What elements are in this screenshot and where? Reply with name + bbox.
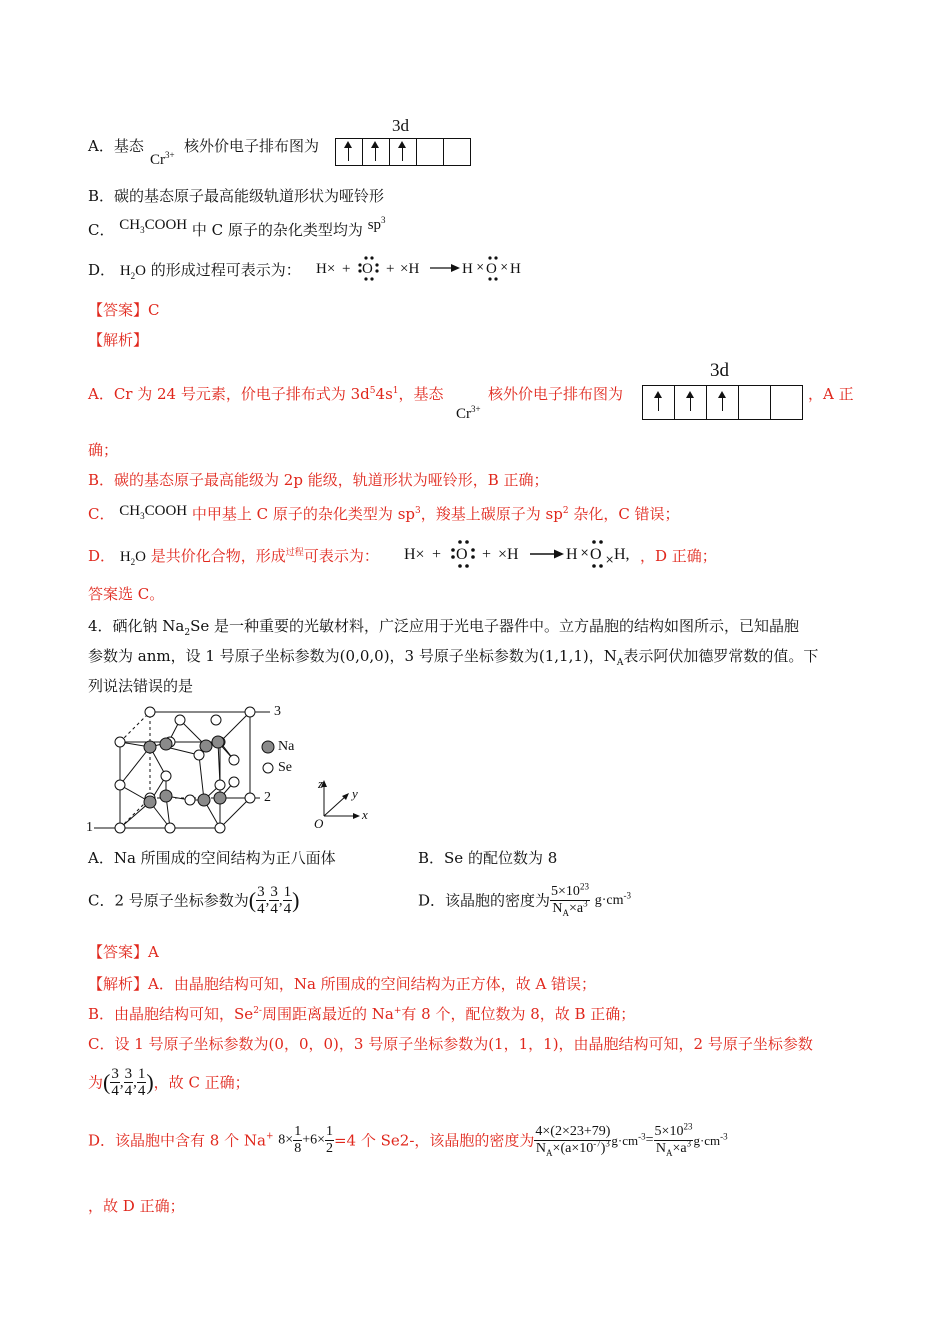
analysis3-c <box>88 504 680 525</box>
fraction <box>283 884 293 917</box>
legend-se-label: Se <box>278 760 292 775</box>
fraction <box>269 884 279 917</box>
denominator: 4 <box>270 901 278 917</box>
analysis3-d-tail: ，D 正确； <box>640 547 717 565</box>
orbital-box <box>771 386 802 419</box>
analysis-text: ，羧基上碳原子为 sp <box>420 505 563 523</box>
num-text: 5×10 <box>551 884 580 899</box>
small-text: 过程 <box>285 548 304 558</box>
svg-text:O: O <box>486 261 497 277</box>
h2o-formula <box>120 549 146 565</box>
up-arrow-icon <box>658 393 659 411</box>
q4-option-c <box>88 884 299 924</box>
atom-label-3: 3 <box>274 704 281 719</box>
subscript: A <box>562 907 569 918</box>
fraction <box>293 1124 302 1157</box>
up-arrow-icon <box>348 143 349 161</box>
analysis3-conclusion: 答案选 C。 <box>88 585 165 603</box>
analysis-text: ，基态 <box>398 385 444 403</box>
cr-ion-formula <box>150 150 175 170</box>
analysis3-a-mid: 核外价电子排布图为 <box>488 385 624 403</box>
density-fraction <box>654 1121 694 1158</box>
superscript: -3 <box>638 1131 646 1142</box>
superscript: -7 <box>593 1138 601 1149</box>
analysis-text: ，故 C 正确； <box>153 1073 250 1092</box>
formula-part: O <box>135 549 146 565</box>
ch3cooh-formula <box>119 217 187 233</box>
formula-part: COOH <box>144 503 188 519</box>
analysis-label: 【解析】 <box>88 975 149 993</box>
option-a-suffix: 核外价电子排布图为 <box>184 137 320 155</box>
svg-text:O: O <box>362 261 373 277</box>
formula-subscript: 2 <box>130 271 136 281</box>
stem-text: 4．硒化钠 Na <box>88 617 185 635</box>
orbital-label: 3d <box>392 116 409 135</box>
stem-text: 参数为 anm，设 1 号原子坐标参数为(0,0,0)，3 号原子坐标参数为(1,1,1)，N <box>88 647 617 665</box>
den-text: N <box>655 1141 666 1156</box>
density-fraction <box>550 881 590 918</box>
fraction <box>325 1124 334 1157</box>
orbital-diagram <box>335 138 471 166</box>
denominator: 8 <box>294 1141 302 1156</box>
up-arrow-icon <box>402 143 403 161</box>
numerator: 1 <box>294 1124 302 1139</box>
paren-close: ) <box>292 887 300 913</box>
formula-part: H <box>119 263 131 279</box>
analysis-text: 为 <box>88 1073 104 1092</box>
den-text: ×a <box>672 1141 687 1156</box>
sp-superscript: 3 <box>381 215 386 225</box>
q4-answer: 【答案】A <box>88 943 159 961</box>
h2o-formation-equation <box>314 252 534 284</box>
ch3cooh-formula <box>119 503 187 519</box>
q3-option-a <box>88 136 144 156</box>
svg-text:O: O <box>590 546 602 563</box>
analysis-text: 是共价化合物，形成 <box>150 547 286 565</box>
paren-open: ( <box>248 887 257 913</box>
analysis-text: D． <box>88 547 116 565</box>
formula-part: CH <box>119 503 141 519</box>
fraction <box>256 884 266 917</box>
option-c-prefix: C． <box>88 221 115 239</box>
q4-stem-line1 <box>88 616 799 636</box>
svg-text:+: + <box>482 546 492 563</box>
q3-option-a-suffix <box>184 136 319 156</box>
analysis4-b <box>88 1004 635 1024</box>
svg-text:+: + <box>386 261 395 277</box>
unit-text: g·cm <box>611 1132 639 1148</box>
svg-text:H: H <box>566 546 578 563</box>
num-text: 5×10 <box>654 1124 684 1139</box>
h2o-formula <box>120 263 146 279</box>
orbital-box <box>417 139 444 165</box>
analysis-text: 杂化，C 错误； <box>568 505 680 523</box>
q3-analysis-label: 【解析】 <box>88 331 149 349</box>
analysis-text: 周围距离最近的 Na <box>261 1005 394 1023</box>
ion-charge: 3+ <box>165 150 175 160</box>
exponent: 23 <box>579 881 589 892</box>
analysis4-c: C．设 1 号原子坐标参数为(0，0，0)，3 号原子坐标参数为(1，1，1)，由晶胞结构可知，2 号原子坐标参数 <box>88 1035 813 1053</box>
analysis4-d <box>88 1121 728 1174</box>
svg-text:×: × <box>605 553 615 566</box>
svg-text:×H: ×H <box>400 261 420 277</box>
unit-text: g·cm <box>693 1132 721 1148</box>
den-text: ) <box>600 1141 606 1156</box>
superscript: 2 <box>562 506 569 516</box>
axis-y-label: y <box>352 786 358 801</box>
numerator: 4×(2×23+79) <box>535 1124 611 1139</box>
axis-z-label: z <box>318 776 324 791</box>
option-d-suffix: 的形成过程可表示为： <box>150 261 301 279</box>
svg-text:H: H <box>510 261 521 277</box>
fraction <box>124 1066 134 1099</box>
orbital-box <box>390 139 417 165</box>
q3-answer: 【答案】C <box>88 301 160 319</box>
orbital-box <box>643 386 675 419</box>
denominator: 2 <box>325 1141 333 1156</box>
orbital-label-2: 3d <box>710 360 729 381</box>
comma: , <box>278 892 283 909</box>
analysis-text: =4 个 Se2-，该晶胞的密度为 <box>333 1131 535 1150</box>
analysis3-a-tail: ，A 正 <box>808 385 854 403</box>
numerator: 1 <box>137 1066 146 1082</box>
comma: , <box>119 1074 124 1091</box>
up-arrow-icon <box>375 143 376 161</box>
analysis-text: 4s <box>375 385 393 403</box>
ion-charge: 3+ <box>471 404 481 414</box>
ion-symbol: Cr <box>456 406 471 422</box>
option-c-suffix: 中 C 原子的杂化类型均为 <box>191 221 363 239</box>
analysis4-c2 <box>88 1066 250 1106</box>
subscript: A <box>616 658 624 668</box>
formula-part: H <box>119 549 131 565</box>
atom-label-2: 2 <box>264 790 271 805</box>
comma: , <box>133 1074 137 1091</box>
superscript: + <box>393 1006 402 1016</box>
superscript: -3 <box>623 889 631 900</box>
orbital-box <box>444 139 470 165</box>
option-d-prefix: D．该晶胞的密度为 <box>418 891 551 910</box>
svg-text:×: × <box>476 262 485 273</box>
analysis3-a <box>88 384 444 404</box>
svg-text:×: × <box>580 546 590 559</box>
svg-text:×H: ×H <box>498 546 519 563</box>
q4-option-d <box>418 881 631 924</box>
svg-text:O: O <box>456 546 468 563</box>
numerator: 1 <box>325 1124 333 1139</box>
axis-x-label: x <box>362 807 368 822</box>
paren-open: ( <box>103 1069 111 1095</box>
stem-text: Se 是一种重要的光敏材料，广泛应用于光电子器件中。立方晶胞的结构如图所示，已知晶胞 <box>190 617 800 635</box>
h2o-formation-equation-2 <box>402 536 642 572</box>
svg-text:+: + <box>342 261 351 277</box>
analysis4-a <box>88 974 596 994</box>
denominator: 4 <box>111 1083 119 1099</box>
fraction <box>110 1066 120 1099</box>
analysis-text: 有 8 个，配位数为 8，故 B 正确； <box>401 1005 636 1023</box>
denominator <box>534 1138 611 1158</box>
option-a-prefix: A．基态 <box>88 137 144 155</box>
q3-option-c <box>88 215 386 241</box>
q4-option-a: A．Na 所围成的空间结构为正八面体 <box>88 849 336 867</box>
hybridization <box>368 217 386 233</box>
q3-option-b: B．碳的基态原子最高能级轨道形状为哑铃形 <box>88 187 385 205</box>
den-text: ×a <box>568 901 584 916</box>
comma: , <box>265 892 270 909</box>
paren-close: ) <box>146 1069 154 1095</box>
analysis3-d <box>88 546 379 567</box>
superscript: 5 <box>369 386 376 396</box>
den-text: N <box>552 901 563 916</box>
analysis-text: 可表示为： <box>303 547 379 565</box>
denominator <box>654 1138 694 1158</box>
superscript: 1 <box>392 386 399 396</box>
fraction <box>137 1066 147 1099</box>
superscript: -3 <box>720 1131 728 1142</box>
numerator: 3 <box>270 884 278 900</box>
superscript: 3 <box>415 506 421 516</box>
density-fraction-long <box>534 1124 611 1157</box>
svg-text:+: + <box>432 546 442 563</box>
stem-text: 表示阿伏加德罗常数的值。下 <box>623 647 819 665</box>
formula-subscript: 3 <box>140 511 145 521</box>
denominator <box>550 898 590 918</box>
exponent: 23 <box>683 1121 693 1132</box>
svg-text:H×: H× <box>316 261 336 277</box>
option-c-prefix: C．2 号原子坐标参数为 <box>88 891 249 910</box>
q3-option-d <box>88 260 301 281</box>
q4-stem-line3: 列说法错误的是 <box>88 677 194 695</box>
superscript: 3 <box>605 1138 610 1149</box>
option-d-prefix: D． <box>88 261 116 279</box>
legend-na-label: Na <box>278 739 295 754</box>
cr-ion-formula-2 <box>456 404 481 424</box>
formula-part: CH <box>119 217 141 233</box>
orbital-box <box>707 386 739 419</box>
subscript: A <box>546 1147 553 1158</box>
orbital-box <box>363 139 390 165</box>
ion-symbol: Cr <box>150 152 165 168</box>
orbital-box <box>739 386 771 419</box>
analysis-text: A．Cr 为 24 号元素，价电子排布式为 3d <box>88 385 370 403</box>
orbital-box <box>675 386 707 419</box>
den-text: N <box>535 1141 547 1156</box>
denominator: 4 <box>283 901 292 917</box>
density-unit <box>693 1133 727 1148</box>
numerator: 3 <box>111 1066 119 1082</box>
formula-subscript: 3 <box>140 225 145 235</box>
sp-text: sp <box>367 217 382 233</box>
den-text: ×(a×10 <box>552 1141 594 1156</box>
numerator: 3 <box>124 1066 133 1082</box>
svg-text:H×: H× <box>404 546 425 563</box>
superscript: + <box>265 1131 274 1142</box>
calc-text: 8× <box>278 1132 294 1148</box>
atom-label-1: 1 <box>86 820 93 835</box>
crystal-structure-figure <box>84 700 384 840</box>
analysis-text: A．由晶胞结构可知，Na 所围成的空间结构为正方体，故 A 错误； <box>148 975 597 993</box>
axis-origin-label: O <box>314 816 324 831</box>
orbital-box <box>336 139 363 165</box>
orbital-diagram-2 <box>642 385 803 420</box>
up-arrow-icon <box>722 393 723 411</box>
superscript: 3 <box>686 1138 692 1149</box>
analysis-text: B．由晶胞结构可知，Se <box>88 1005 254 1023</box>
denominator: 4 <box>124 1083 133 1099</box>
svg-text:H: H <box>462 261 473 277</box>
density-unit <box>594 889 631 908</box>
numerator: 3 <box>257 884 265 900</box>
subscript: A <box>666 1147 673 1158</box>
analysis4-d-tail: ，故 D 正确； <box>88 1197 185 1215</box>
q4-stem-line2 <box>88 646 818 666</box>
superscript: 2- <box>253 1006 262 1016</box>
subscript: 2 <box>184 628 191 638</box>
formula-part: O <box>135 263 146 279</box>
analysis-text: D．该晶胞中含有 8 个 Na <box>88 1131 266 1150</box>
denominator: 4 <box>137 1083 146 1099</box>
density-unit <box>611 1133 645 1148</box>
analysis3-a-tail2: 确； <box>88 441 119 459</box>
svg-text:H,: H, <box>614 546 630 563</box>
unit-text: g·cm <box>594 892 624 908</box>
up-arrow-icon <box>690 393 691 411</box>
analysis-text: 中甲基上 C 原子的杂化类型为 sp <box>191 505 415 523</box>
numerator: 1 <box>283 884 292 900</box>
analysis3-b: B．碳的基态原子最高能级为 2p 能级，轨道形状为哑铃形，B 正确； <box>88 471 549 489</box>
denominator: 4 <box>257 901 265 917</box>
svg-text:×: × <box>500 262 509 273</box>
superscript: 3 <box>583 898 588 909</box>
equals-sign: = <box>645 1132 654 1148</box>
analysis-text: C． <box>88 505 115 523</box>
calc-text: +6× <box>302 1132 325 1148</box>
formula-subscript: 2 <box>130 557 136 567</box>
formula-part: COOH <box>144 217 188 233</box>
q4-option-b: B．Se 的配位数为 8 <box>418 849 558 867</box>
